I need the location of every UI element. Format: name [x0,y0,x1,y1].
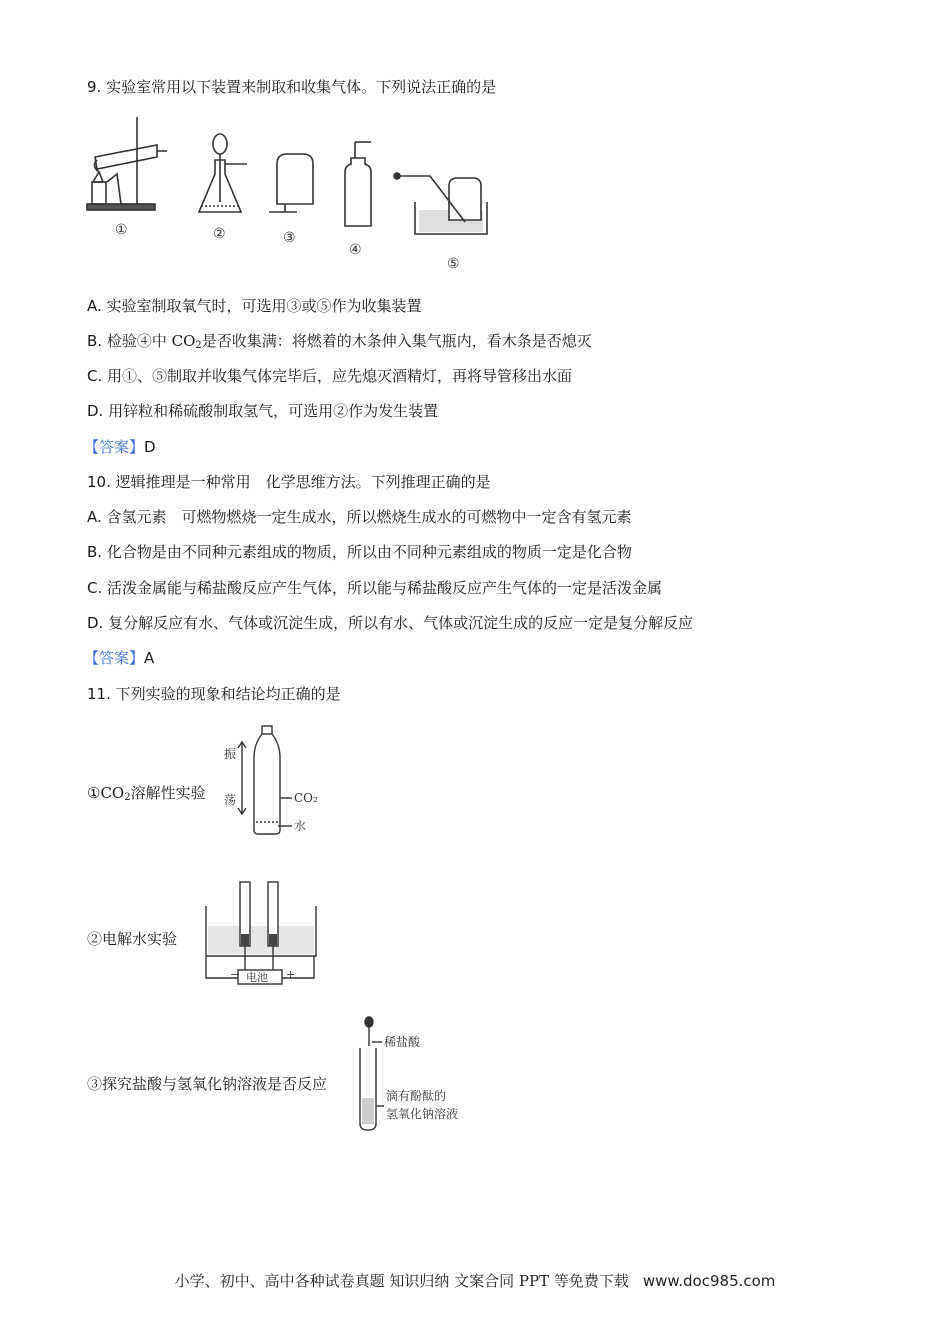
page-footer [0,1270,950,1291]
apparatus-label-5: ⑤ [447,256,460,272]
co2-label: CO₂ [294,791,318,805]
q10-answer [84,648,154,668]
q9-option-d: D. 用锌粒和稀硫酸制取氢气，可选用②作为发生装置 [87,402,439,420]
svg-text:荡: 荡 [224,793,237,807]
q10-option-d: D. 复分解反应有水、气体或沉淀生成，所以有水、气体或沉淀生成的反应一定是复分解反应 [87,614,694,632]
electrolysis-figure [200,876,330,988]
answer-tag: 【答案】 [84,438,145,456]
q11-number: 11. [87,685,111,703]
water-label: 水 [294,819,307,833]
q10-stem [87,472,491,492]
solution-label-2: 氢氧化钠溶液 [386,1107,459,1121]
exp1-caption: $①CO_2$溶解性实验 [87,784,206,803]
footer-url[interactable]: www.doc985.com [642,1272,776,1290]
apparatus-label-4: ④ [349,242,362,258]
answer-value: D [144,438,156,456]
exp3-caption: ③探究盐酸与氢氧化钠溶液是否反应 [87,1075,328,1093]
q11-stem-text: 下列实验的现象和结论均正确的是 [115,685,341,703]
q9-option-b: B. 检验④中 $CO_2$是否收集满：将燃着的木条伸入集气瓶内，看木条是否熄灭 [87,332,592,351]
svg-text:−: − [230,968,240,981]
apparatus-label-1: ① [115,222,128,238]
q9-option-a: A. 实验室制取氧气时，可选用③或⑤作为收集装置 [87,297,422,315]
titration-figure [352,1014,472,1134]
co2-bottle-figure [220,722,340,842]
q10-number: 10. [87,473,111,491]
q10-option-b: B. 化合物是由不同种元素组成的物质，所以由不同种元素组成的物质一定是化合物 [87,543,632,561]
svg-text:+: + [286,968,296,981]
solution-label-1: 滴有酚酞的 [386,1089,447,1103]
apparatus-label-2: ② [213,226,226,242]
q10-option-a: A. 含氢元素 可燃物燃烧一定生成水，所以燃烧生成水的可燃物中一定含有氢元素 [87,508,632,526]
q9-stem [87,77,496,97]
q11-stem [87,684,341,704]
shake-label: 振 [224,747,237,761]
exp2-caption: ②电解水实验 [87,930,178,948]
q10-option-c: C. 活泼金属能与稀盐酸反应产生气体，所以能与稀盐酸反应产生气体的一定是活泼金属 [87,579,663,597]
q9-number: 9. [87,78,102,96]
answer-value: A [144,649,155,667]
footer-text: 小学、初中、高中各种试卷真题 知识归纳 文案合同 PPT 等免费下载 [174,1272,629,1290]
q9-answer [84,437,156,457]
acid-label: 稀盐酸 [384,1035,421,1049]
q9-apparatus-figure [85,112,495,272]
apparatus-label-3: ③ [283,230,296,246]
answer-tag: 【答案】 [84,649,145,667]
battery-label: 电池 [246,971,268,984]
q10-stem-text: 逻辑推理是一种常用 化学思维方法。下列推理正确的是 [115,473,491,491]
q9-stem-text: 实验室常用以下装置来制取和收集气体。下列说法正确的是 [106,78,497,96]
q9-option-c: C. 用①、⑤制取并收集气体完毕后，应先熄灭酒精灯，再将导管移出水面 [87,367,573,385]
